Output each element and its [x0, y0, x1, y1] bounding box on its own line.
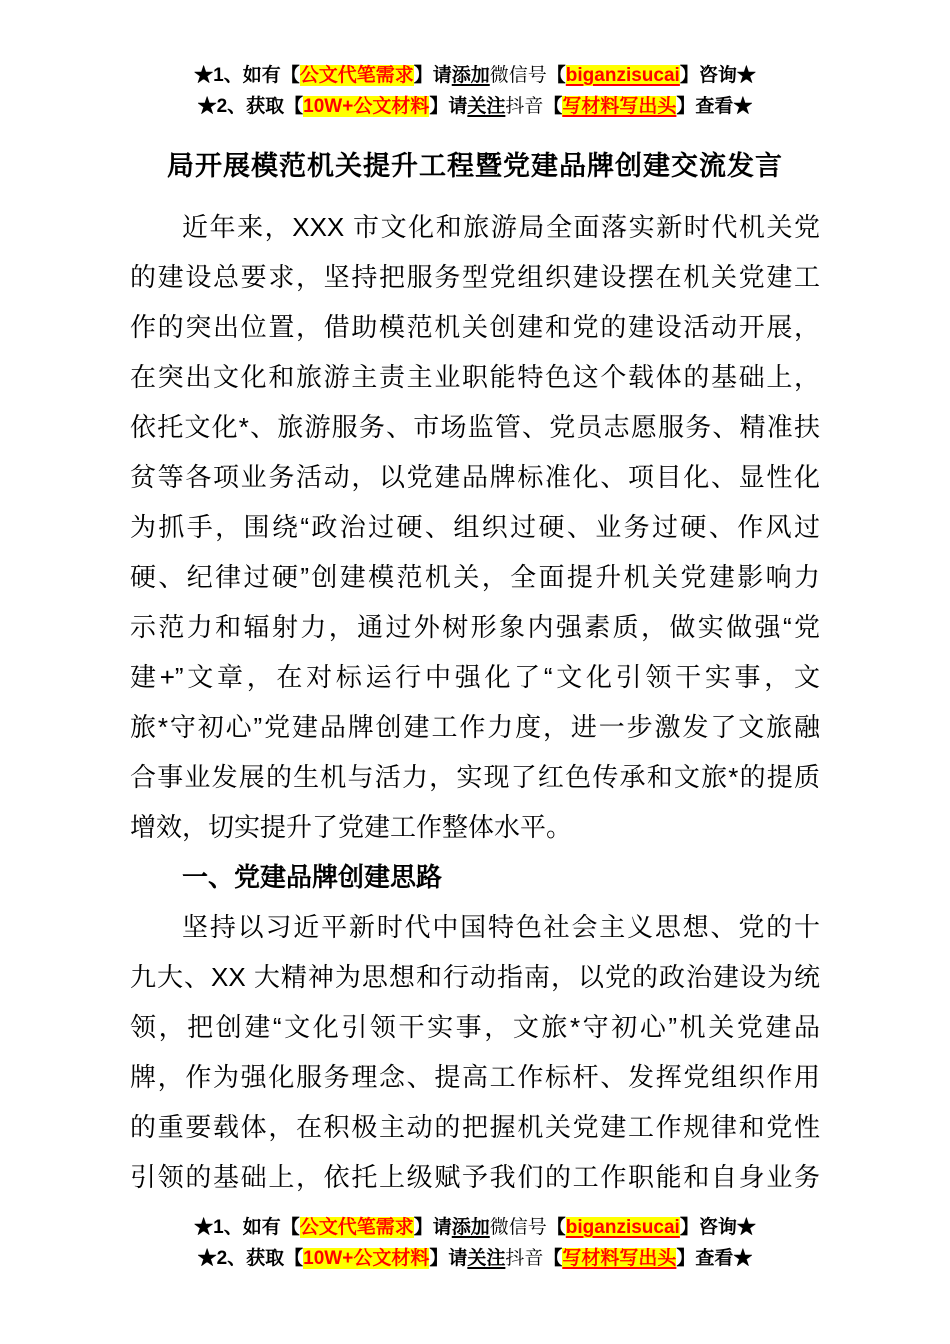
body-line: 建+”文章，在对标运行中强化了“文化引领干实事，文	[130, 662, 820, 693]
body-line: 依托文化*、旅游服务、市场监管、党员志愿服务、精准扶	[130, 412, 820, 443]
promo-text: 】咨询★	[679, 1217, 756, 1239]
promo-underline-add: 添加	[451, 65, 490, 86]
body-line: 引领的基础上，依托上级赋予我们的工作职能和自身业务	[130, 1162, 820, 1193]
promo-text: 微信号	[489, 65, 547, 86]
promo-banner-footer	[130, 1212, 820, 1274]
promo-footer-line-1	[130, 1212, 820, 1243]
promo-text: ★2、获取【	[197, 96, 304, 117]
promo-text: 【	[546, 65, 566, 86]
promo-text: 【	[543, 1248, 563, 1270]
promo-header-line-2	[130, 91, 820, 122]
promo-text: 抖音	[505, 96, 544, 117]
body-line: 作的突出位置，借助模范机关创建和党的建设活动开展，	[130, 312, 820, 343]
body-line: 合事业发展的生机与活力，实现了红色传承和文旅*的提质	[130, 762, 820, 793]
promo-highlight-service: 公文代笔需求	[299, 1217, 414, 1239]
body-line: 的建设总要求，坚持把服务型党组织建设摆在机关党建工	[130, 262, 820, 293]
promo-text: 】咨询★	[679, 65, 756, 86]
promo-banner-header	[130, 60, 820, 122]
promo-text: 】请	[429, 1248, 468, 1270]
promo-wechat-id: biganzisucai	[565, 1217, 680, 1239]
promo-text: 】请	[413, 65, 452, 86]
body-line: 旅*守初心”党建品牌创建工作力度，进一步激发了文旅融	[130, 712, 820, 743]
document-title: 局开展模范机关提升工程暨党建品牌创建交流发言	[167, 151, 783, 181]
section-heading-1: 一、党建品牌创建思路	[182, 862, 443, 893]
promo-douyin-id: 写材料写出头	[562, 96, 677, 117]
promo-highlight-service: 公文代笔需求	[299, 65, 414, 86]
promo-text: ★1、如有【	[194, 65, 300, 86]
promo-header-line-1	[130, 60, 820, 91]
promo-text: 】查看★	[676, 96, 753, 117]
body-line: 九大、XX 大精神为思想和行动指南，以党的政治建设为统	[130, 962, 820, 993]
body-line: 牌，作为强化服务理念、提高工作标杆、发挥党组织作用	[130, 1062, 820, 1093]
promo-text: 】请	[413, 1217, 452, 1239]
promo-highlight-materials: 10W+公文材料	[303, 1248, 430, 1270]
promo-underline-add: 添加	[451, 1217, 490, 1239]
promo-footer-line-2	[130, 1243, 820, 1274]
promo-underline-follow: 关注	[467, 96, 506, 117]
promo-text: ★2、获取【	[197, 1248, 304, 1270]
promo-highlight-materials: 10W+公文材料	[303, 96, 430, 117]
document-body	[130, 202, 820, 1202]
promo-underline-follow: 关注	[467, 1248, 506, 1270]
body-line: 贫等各项业务活动，以党建品牌标准化、项目化、显性化	[130, 462, 820, 493]
promo-text: 【	[546, 1217, 566, 1239]
promo-text: ★1、如有【	[194, 1217, 300, 1239]
body-line: 为抓手，围绕“政治过硬、组织过硬、业务过硬、作风过	[130, 512, 820, 543]
promo-text: 】查看★	[676, 1248, 753, 1270]
promo-text: 微信号	[489, 1217, 547, 1239]
body-line: 示范力和辐射力，通过外树形象内强素质，做实做强“党	[130, 612, 820, 643]
body-line: 领，把创建“文化引领干实事，文旅*守初心”机关党建品	[130, 1012, 820, 1043]
body-line: 硬、纪律过硬”创建模范机关，全面提升机关党建影响力	[130, 562, 820, 593]
promo-text: 抖音	[505, 1248, 544, 1270]
body-line: 坚持以习近平新时代中国特色社会主义思想、党的十	[182, 912, 820, 943]
body-line: 增效，切实提升了党建工作整体水平。	[130, 812, 573, 843]
promo-wechat-id: biganzisucai	[565, 65, 680, 86]
body-line: 的重要载体，在积极主动的把握机关党建工作规律和党性	[130, 1112, 820, 1143]
promo-text: 】请	[429, 96, 468, 117]
promo-text: 【	[543, 96, 563, 117]
body-line: 在突出文化和旅游主责主业职能特色这个载体的基础上，	[130, 362, 820, 393]
body-line: 近年来，XXX 市文化和旅游局全面落实新时代机关党	[182, 212, 820, 243]
promo-douyin-id: 写材料写出头	[562, 1248, 677, 1270]
